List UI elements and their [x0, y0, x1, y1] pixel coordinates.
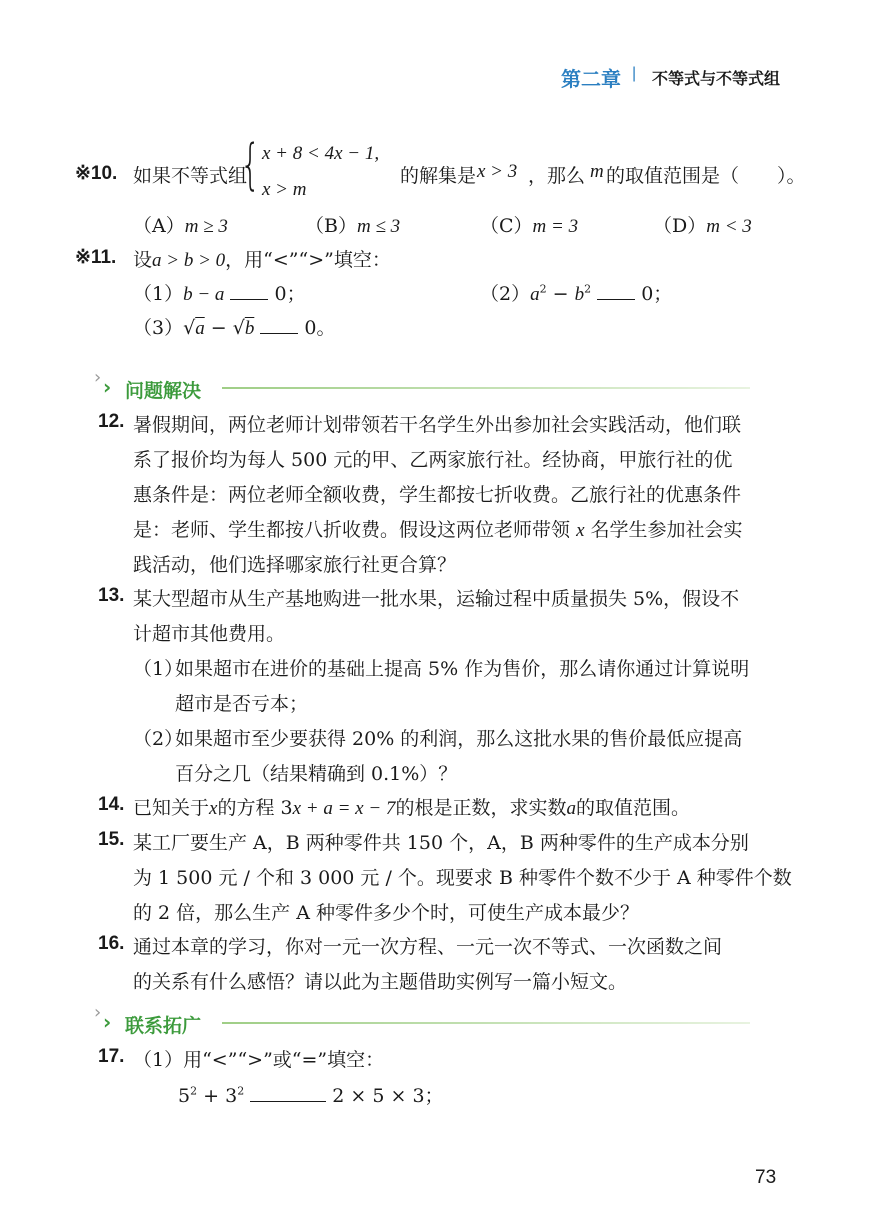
question-line: 已知关于x的方程 3x + a = x − 7的根是正数，求实数a的取值范围。	[133, 797, 690, 819]
section-divider	[222, 387, 750, 389]
chevron-gray-icon: ›	[94, 1002, 102, 1023]
question-line: 某大型超市从生产基地购进一批水果，运输过程中质量损失 5%，假设不	[133, 588, 740, 610]
question-text: 设a > b > 0，用“<”“>”填空：	[133, 249, 391, 271]
system-line-2: x > m	[262, 179, 307, 200]
question-line: 惠条件是：两位老师全额收费，学生都按七折收费。乙旅行社的优惠条件	[133, 484, 742, 506]
chapter-label: 第二章	[561, 69, 621, 91]
header-separator: |	[632, 65, 637, 82]
option-c: （C）m = 3	[480, 215, 579, 237]
question-line: 的关系有什么感悟？请以此为主题借助实例写一篇小短文。	[133, 971, 628, 993]
answer-blank[interactable]	[260, 317, 298, 334]
part-2: $(2)a^2 - b^2$ 0；	[480, 282, 673, 305]
chevron-green-icon: ›	[103, 1010, 112, 1034]
part-3: （3）√a − √b 0。	[133, 317, 336, 339]
chevron-green-icon: ›	[103, 375, 112, 399]
question-line: 是：老师、学生都按八折收费。假设这两位老师带领 x 名学生参加社会实	[133, 519, 743, 541]
option-d: （D）m < 3	[653, 215, 752, 237]
question-text: 的解集是	[400, 165, 477, 187]
question-text: ，那么	[528, 165, 586, 187]
answer-blank[interactable]	[597, 283, 635, 300]
question-number: ※11.	[75, 247, 117, 268]
question-text: 如果不等式组	[133, 165, 248, 187]
brace-symbol: {	[240, 133, 261, 196]
section-divider	[222, 1022, 750, 1024]
question-line: 践活动，他们选择哪家旅行社更合算？	[133, 554, 457, 576]
page-number: 73	[755, 1167, 777, 1188]
question-line: 暑假期间，两位老师计划带领若干名学生外出参加社会实践活动，他们联	[133, 414, 742, 436]
question-line: 计超市其他费用。	[133, 623, 286, 645]
math-expr: $5^2 + 3^2$ 2 × 5 × 3；	[178, 1084, 444, 1107]
question-number: 12.	[98, 411, 125, 432]
option-a: （A）m ≥ 3	[133, 215, 228, 237]
question-line: 如果超市在进价的基础上提高 5% 作为售价，那么请你通过计算说明	[175, 658, 750, 680]
question-number: 17.	[98, 1046, 125, 1067]
question-line: 通过本章的学习，你对一元一次方程、一元一次不等式、一次函数之间	[133, 936, 723, 958]
option-b: （B）m ≤ 3	[305, 215, 401, 237]
math-var: m	[590, 161, 604, 182]
question-line: 百分之几（结果精确到 0.1%）？	[175, 763, 458, 785]
question-number: 15.	[98, 829, 125, 850]
question-line: 为 1 500 元 / 个和 3 000 元 / 个。现要求 B 种零件个数不少于 A 种零件个数	[133, 867, 792, 889]
part-label: （1）	[133, 658, 184, 680]
question-number: ※10.	[75, 163, 118, 184]
chevron-gray-icon: ›	[94, 367, 102, 388]
question-line: 如果超市至少要获得 20% 的利润，那么这批水果的售价最低应提高	[175, 728, 743, 750]
question-line: 系了报价均为每人 500 元的甲、乙两家旅行社。经协商，甲旅行社的优	[133, 449, 733, 471]
question-line: 某工厂要生产 A，B 两种零件共 150 个，A，B 两种零件的生产成本分别	[133, 832, 749, 854]
math-expr: x > 3	[477, 161, 518, 182]
chapter-title: 不等式与不等式组	[652, 71, 781, 88]
system-line-1: x + 8 < 4x − 1,	[262, 143, 380, 164]
section-title: 联系拓广	[125, 1016, 202, 1037]
part-1: （1）b − a 0；	[133, 283, 306, 305]
part-label: （2）	[133, 728, 184, 750]
question-line: 超市是否亏本；	[175, 693, 309, 715]
question-line: 的 2 倍，那么生产 A 种零件多少个时，可使生产成本最少？	[133, 902, 639, 924]
answer-blank[interactable]	[230, 283, 268, 300]
question-number: 14.	[98, 794, 125, 815]
answer-blank[interactable]	[250, 1085, 326, 1102]
question-number: 16.	[98, 933, 125, 954]
question-text: 的取值范围是（ ）。	[606, 165, 806, 187]
question-line: （1）用“<”“>”或“=”填空：	[133, 1049, 385, 1071]
section-title: 问题解决	[125, 381, 202, 402]
question-number: 13.	[98, 585, 125, 606]
